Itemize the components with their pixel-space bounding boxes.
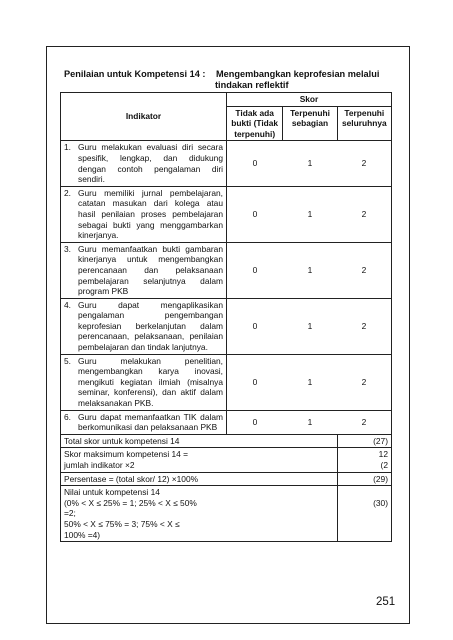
row-number: 5.	[64, 355, 71, 366]
score-value: 2	[361, 320, 367, 331]
row-indicator-text: Guru dapat memanfaatkan TIK dalam berkomunikasi dan pelaksanaan PKB	[78, 411, 223, 433]
score-value: 1	[307, 208, 313, 219]
score-header: Skor	[227, 93, 392, 107]
table-row	[61, 410, 392, 434]
score-col-none: Tidak ada bukti (Tidak terpenuhi)	[227, 106, 283, 141]
score-value: 0	[252, 158, 258, 169]
row-number: 2.	[64, 187, 71, 198]
score-value: 2	[361, 264, 367, 275]
page-number: 251	[376, 596, 396, 608]
row-number: 1.	[64, 142, 71, 153]
score-value: 0	[252, 208, 258, 219]
score-col-full: Terpenuhi seluruhnya	[337, 106, 391, 141]
row-indicator-text: Guru memiliki jurnal pembelajaran, catatan masukan dari kolega atau hasil penilaian proses pembelajaran sebagai bukti yang menggambarkan kinerjanya.	[78, 187, 223, 241]
percent-label: Persentase = (total skor/ 12) ×100%	[61, 472, 338, 486]
score-value: 0	[252, 320, 258, 331]
score-value: 1	[307, 320, 313, 331]
assessment-table	[60, 92, 392, 542]
competency-header	[64, 68, 379, 80]
row-number: 4.	[64, 299, 71, 310]
row-indicator-text: Guru dapat mengaplikasikan pengalaman pengembangan keprofesian berkelanjutan dalam perencanaan, pelaksanaan, penilaian pembelajaran dan tindak lanjutnya.	[78, 299, 223, 353]
table-row	[61, 141, 392, 186]
table-row	[61, 242, 392, 298]
table-row	[61, 186, 392, 242]
percent-row	[61, 472, 392, 486]
max-score-row	[61, 448, 392, 472]
score-value: 2	[361, 376, 367, 387]
score-value: 0	[252, 416, 258, 427]
row-indicator-text: Guru melakukan penelitian, mengembangkan karya inovasi, mengikuti kegiatan ilmiah (misalnya seminar, konferensi), dan aktif dalam melaksanakan PKB.	[78, 355, 223, 409]
score-value: 1	[307, 416, 313, 427]
header-separator: :	[202, 69, 206, 79]
total-row	[61, 434, 392, 448]
row-indicator-text: Guru melakukan evaluasi diri secara spesifik, lengkap, dan didukung dengan contoh pengalaman diri sendiri.	[78, 142, 223, 185]
score-value: 1	[307, 158, 313, 169]
row-indicator-text: Guru memanfaatkan bukti gambaran kinerjanya untuk mengembangkan perencanaan dan pelaksanaan pembelajaran selanjutnya dalam program PKB	[78, 243, 223, 297]
score-value: 0	[252, 264, 258, 275]
percent-value: (29)	[337, 472, 391, 486]
max-score-label: Skor maksimum kompetensi 14 = jumlah indikator ×2	[61, 448, 338, 472]
score-value: 0	[252, 376, 258, 387]
value-value: (30)	[337, 486, 391, 542]
table-row	[61, 298, 392, 354]
total-value: (27)	[337, 434, 391, 448]
row-number: 6.	[64, 411, 71, 422]
score-value: 1	[307, 264, 313, 275]
criterion-label: Penilaian untuk Kompetensi 14	[64, 69, 200, 79]
score-col-partial: Terpenuhi sebagian	[283, 106, 337, 141]
row-number: 3.	[64, 243, 71, 254]
value-row	[61, 486, 392, 542]
max-score-value: 12 (2	[337, 448, 391, 472]
competency-title-line2: tindakan reflektif	[215, 80, 289, 90]
total-label: Total skor untuk kompetensi 14	[61, 434, 338, 448]
score-value: 1	[307, 376, 313, 387]
score-value: 2	[361, 158, 367, 169]
score-value: 2	[361, 208, 367, 219]
table-row	[61, 354, 392, 410]
score-value: 2	[361, 416, 367, 427]
competency-title-line1: Mengembangkan keprofesian melalui	[216, 69, 380, 79]
indicator-header: Indikator	[61, 93, 227, 141]
value-label: Nilai untuk kompetensi 14 (0% < X ≤ 25% = 1; 25% < X ≤ 50% =2; 50% < X ≤ 75% = 3; 75% < X ≤ 100% =4)	[61, 486, 338, 542]
